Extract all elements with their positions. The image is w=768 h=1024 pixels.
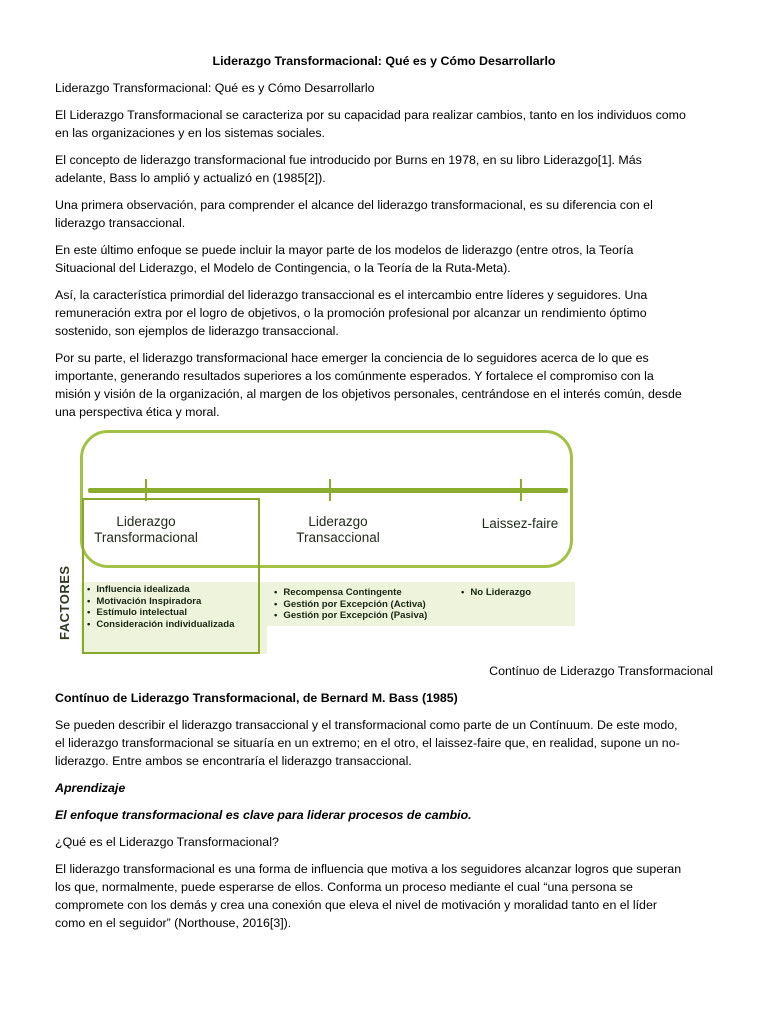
factors-vertical-label: FACTORES xyxy=(57,565,72,640)
paragraph-line: liderazgo. Entre ambos se encontraría el liderazgo transaccional. xyxy=(55,754,412,768)
paragraph-line: Así, la característica primordial del liderazgo transaccional es el intercambio entre líderes y seguidores. Una xyxy=(55,288,648,302)
paragraph-line: importante, generando resultados superiores a los comúnmente esperados. Y fortalece el compromiso con la xyxy=(55,369,654,383)
continuum-line xyxy=(88,488,568,493)
label-line: Liderazgo xyxy=(308,514,368,529)
paragraph-line: Situacional del Liderazgo, el Modelo de Contingencia, o la Teoría de la Ruta-Meta). xyxy=(55,261,511,275)
subtitle-line: Liderazgo Transformacional: Qué es y Cómo Desarrollarlo xyxy=(55,81,375,95)
aprendizaje-label: Aprendizaje xyxy=(55,781,126,795)
paragraph-line: en las organizaciones y en los sistemas sociales. xyxy=(55,126,325,140)
question-heading: ¿Qué es el Liderazgo Transformacional? xyxy=(55,835,279,849)
factor-item: • Gestión por Excepción (Pasiva) xyxy=(274,610,427,622)
paragraph-line: compromete con los demás y crea una conexión que eleva el nivel de motivación y moralidad tanto en el líder xyxy=(55,898,657,912)
label-line: Transaccional xyxy=(296,530,380,545)
paragraph-line: misión y visión de la organización, al margen de los objetivos personales, centrándose en el interés común, desde xyxy=(55,387,682,401)
label-line: Liderazgo xyxy=(116,514,176,529)
factors-list-transformacional xyxy=(87,584,234,630)
paragraph-line: Por su parte, el liderazgo transformacional hace emerger la conciencia de lo seguidores acerca de lo que es xyxy=(55,351,649,365)
paragraph-line: El Liderazgo Transformacional se caracteriza por su capacidad para realizar cambios, tanto en los individuos como xyxy=(55,108,686,122)
factor-item: • Influencia idealizada xyxy=(87,584,234,596)
paragraph-line: los que, normalmente, puede esperarse de ellos. Conforma un proceso mediante el cual “una persona se xyxy=(55,880,633,894)
factor-item: • No Liderazgo xyxy=(461,587,531,599)
figure-caption: Contínuo de Liderazgo Transformacional xyxy=(489,664,713,678)
continuum-tick xyxy=(329,479,331,501)
factor-item: • Estímulo intelectual xyxy=(87,607,234,619)
key-statement: El enfoque transformacional es clave para liderar procesos de cambio. xyxy=(55,808,472,822)
factor-item: • Motivación Inspiradora xyxy=(87,596,234,608)
leadership-continuum-diagram xyxy=(55,426,580,656)
paragraph-line: Una primera observación, para comprender el alcance del liderazgo transformacional, es su diferencia con el xyxy=(55,198,653,212)
continuum-tick xyxy=(520,479,522,501)
paragraph-line: adelante, Bass lo amplió y actualizó en (1985[2]). xyxy=(55,171,326,185)
paragraph-line: Se pueden describir el liderazgo transaccional y el transformacional como parte de un Contínuum. De este modo, xyxy=(55,718,678,732)
paragraph-line: El concepto de liderazgo transformacional fue introducido por Burns en 1978, en su libro Liderazgo[1]. Más xyxy=(55,153,642,167)
factors-list-transaccional xyxy=(274,587,427,622)
paragraph-line: remuneración extra por el logro de objetivos, o la promoción profesional por alcanzar un rendimiento óptimo xyxy=(55,306,647,320)
paragraph-line: El liderazgo transformacional es una forma de influencia que motiva a los seguidores alcanzar logros que superan xyxy=(55,862,682,876)
paragraph-line: como en el seguidor” (Northouse, 2016[3]). xyxy=(55,916,292,930)
label-transformacional xyxy=(83,514,209,546)
paragraph-line: sostenido, son ejemplos de liderazgo transaccional. xyxy=(55,324,339,338)
factors-panel-gap xyxy=(267,626,575,654)
factor-item: • Gestión por Excepción (Activa) xyxy=(274,599,427,611)
factor-item: • Recompensa Contingente xyxy=(274,587,427,599)
section-heading: Contínuo de Liderazgo Transformacional, de Bernard M. Bass (1985) xyxy=(55,691,458,705)
paragraph-line: una perspectiva ética y moral. xyxy=(55,405,220,419)
paragraph-line: liderazgo transaccional. xyxy=(55,216,186,230)
factors-list-laissez xyxy=(461,587,531,599)
factor-item: • Consideración individualizada xyxy=(87,619,234,631)
label-laissez-faire: Laissez-faire xyxy=(481,516,559,531)
paragraph-line: En este último enfoque se puede incluir la mayor parte de los modelos de liderazgo (entre otros, la Teoría xyxy=(55,243,634,257)
document-title: Liderazgo Transformacional: Qué es y Cómo Desarrollarlo xyxy=(212,54,556,68)
paragraph-line: el liderazgo transformacional se situaría en un extremo; en el otro, el laissez-faire que, en realidad, supone un no- xyxy=(55,736,680,750)
label-transaccional xyxy=(277,514,399,546)
label-line: Transformacional xyxy=(94,530,198,545)
